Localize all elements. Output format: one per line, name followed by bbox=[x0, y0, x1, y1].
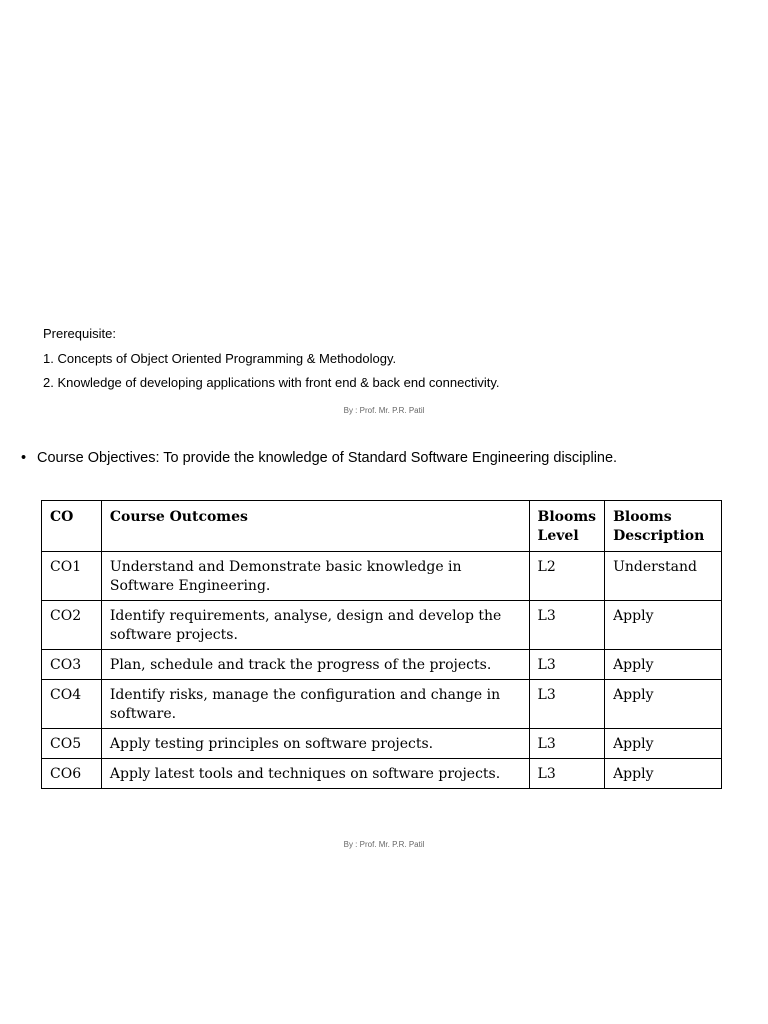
course-outcomes-table bbox=[41, 500, 722, 789]
blooms-description: Apply bbox=[605, 680, 722, 729]
blooms-description: Understand bbox=[605, 552, 722, 601]
author-credit: By : Prof. Mr. P.R. Patil bbox=[343, 840, 425, 849]
table-row bbox=[42, 729, 722, 759]
blooms-description: Apply bbox=[605, 729, 722, 759]
table-row bbox=[42, 552, 722, 601]
prerequisite-item: 2. Knowledge of developing applications with front end & back end connectivity. bbox=[43, 375, 500, 390]
course-outcome: Plan, schedule and track the progress of the projects. bbox=[101, 650, 529, 680]
co-id: CO6 bbox=[42, 759, 102, 789]
header-blooms-description: Blooms Description bbox=[605, 501, 722, 552]
co-id: CO2 bbox=[42, 601, 102, 650]
blooms-level: L3 bbox=[529, 759, 605, 789]
blooms-description: Apply bbox=[605, 601, 722, 650]
author-credit: By : Prof. Mr. P.R. Patil bbox=[343, 406, 425, 415]
header-blooms-level: Blooms Level bbox=[529, 501, 605, 552]
co-id: CO4 bbox=[42, 680, 102, 729]
course-outcome: Identify requirements, analyse, design and develop the software projects. bbox=[101, 601, 529, 650]
table-row bbox=[42, 601, 722, 650]
course-outcome: Apply testing principles on software projects. bbox=[101, 729, 529, 759]
course-outcome: Identify risks, manage the configuration and change in software. bbox=[101, 680, 529, 729]
co-id: CO3 bbox=[42, 650, 102, 680]
blooms-level: L2 bbox=[529, 552, 605, 601]
blooms-description: Apply bbox=[605, 759, 722, 789]
co-id: CO5 bbox=[42, 729, 102, 759]
course-objectives-text: Course Objectives: To provide the knowledge of Standard Software Engineering discipline. bbox=[37, 450, 618, 466]
blooms-level: L3 bbox=[529, 601, 605, 650]
blooms-description: Apply bbox=[605, 650, 722, 680]
table-row bbox=[42, 759, 722, 789]
course-outcome: Apply latest tools and techniques on software projects. bbox=[101, 759, 529, 789]
header-co: CO bbox=[42, 501, 102, 552]
course-objectives bbox=[21, 450, 617, 466]
prerequisite-item: 1. Concepts of Object Oriented Programming & Methodology. bbox=[43, 350, 397, 366]
prerequisite-block bbox=[43, 322, 500, 396]
table-header-row bbox=[42, 501, 722, 552]
blooms-level: L3 bbox=[529, 729, 605, 759]
table-row bbox=[42, 650, 722, 680]
prerequisite-heading: Prerequisite: bbox=[43, 326, 116, 341]
course-outcome: Understand and Demonstrate basic knowledge in Software Engineering. bbox=[101, 552, 529, 601]
co-id: CO1 bbox=[42, 552, 102, 601]
table-row bbox=[42, 680, 722, 729]
blooms-level: L3 bbox=[529, 650, 605, 680]
bullet-icon: • bbox=[21, 450, 27, 466]
header-course-outcomes: Course Outcomes bbox=[101, 501, 529, 552]
blooms-level: L3 bbox=[529, 680, 605, 729]
